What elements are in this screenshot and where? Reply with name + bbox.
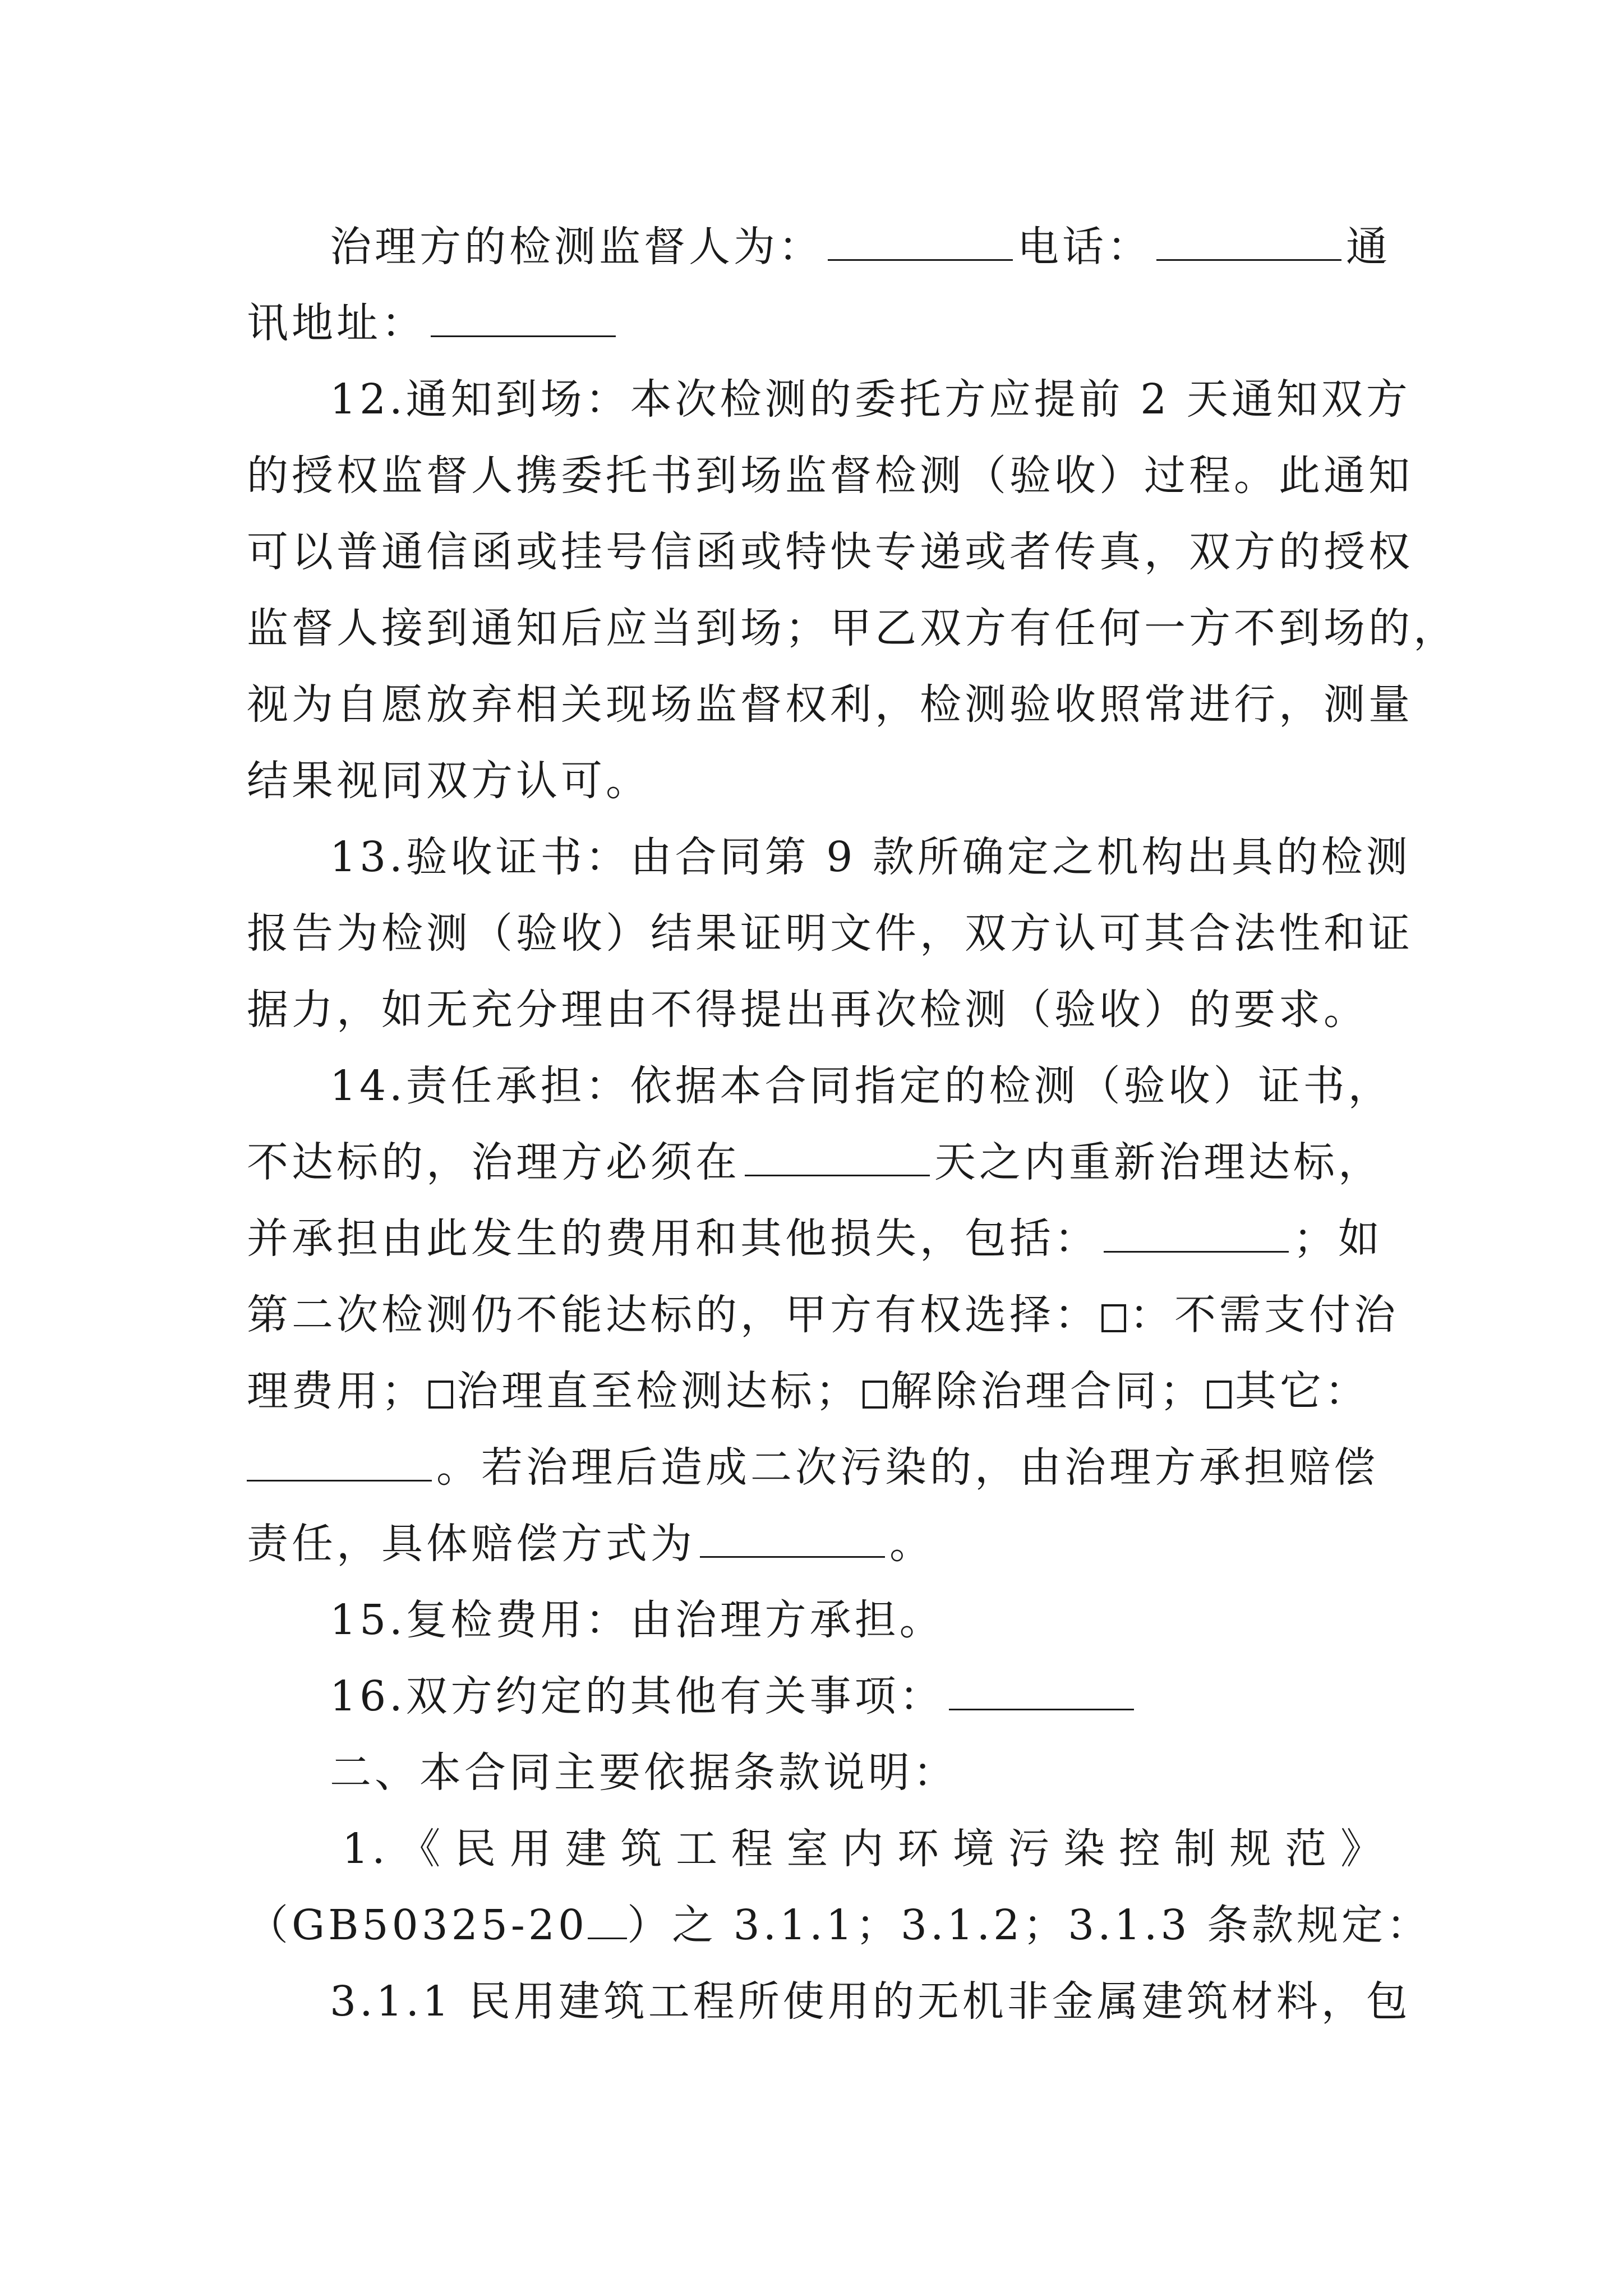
fill-blank	[745, 1141, 930, 1176]
text-line	[247, 1811, 1385, 1887]
line-text: 解除治理合同；	[891, 1367, 1205, 1415]
line-text: （GB50325-20	[247, 1901, 588, 1949]
text-line	[247, 361, 1411, 438]
fill-blank	[949, 1675, 1134, 1710]
text-line	[247, 1734, 1385, 1811]
text-line	[247, 1429, 1385, 1506]
text-line	[247, 1200, 1385, 1277]
line-text: 16.双方约定的其他有关事项：	[330, 1672, 944, 1720]
line-text: 的授权监督人携委托书到场监督检测（验收）过程。此通知	[247, 452, 1413, 500]
text-line	[247, 438, 1413, 514]
text-line	[247, 666, 1413, 743]
line-text: 监督人接到通知后应当到场；甲乙双方有任何一方不到场的，	[247, 604, 1458, 652]
line-text: 3.1.1 民用建筑工程所使用的无机非金属建筑材料，包	[330, 1977, 1411, 2026]
line-text: 通	[1346, 223, 1391, 271]
line-text: 理费用；	[247, 1367, 426, 1415]
checkbox-icon[interactable]	[428, 1381, 453, 1409]
line-text: 电话：	[1017, 223, 1152, 271]
line-text: ；如	[1293, 1214, 1383, 1263]
line-text: 责任，具体赔偿方式为	[247, 1520, 695, 1568]
text-line	[247, 1124, 1385, 1200]
text-line	[247, 1048, 1393, 1124]
text-line	[247, 743, 1385, 819]
text-line	[247, 972, 1385, 1048]
fill-blank	[700, 1522, 885, 1558]
line-text: 讯地址：	[247, 299, 426, 347]
line-text: 治理方的检测监督人为：	[330, 223, 823, 271]
text-line	[247, 895, 1413, 972]
fill-blank	[247, 1446, 432, 1481]
contract-text	[247, 209, 1458, 2040]
line-text: 。	[889, 1520, 934, 1568]
text-line	[247, 1887, 1431, 1963]
line-text: 不达标的，治理方必须在	[247, 1138, 740, 1186]
line-text: 视为自愿放弃相关现场监督权利，检测验收照常进行，测量	[247, 680, 1413, 729]
text-line	[247, 1353, 1385, 1429]
text-line	[247, 209, 1391, 285]
checkbox-icon[interactable]	[1101, 1304, 1126, 1332]
line-text: 13.验收证书：由合同第 9 款所确定之机构出具的检测	[330, 833, 1411, 881]
text-line	[247, 1658, 1385, 1734]
line-text: 其它：	[1235, 1367, 1370, 1415]
line-text: 15.复检费用：由治理方承担。	[330, 1596, 944, 1644]
text-line	[247, 1582, 1385, 1658]
line-text: 1.《民用建筑工程室内环境污染控制规范》	[342, 1825, 1385, 1873]
text-line	[247, 590, 1458, 666]
text-line	[247, 514, 1413, 590]
line-text: 可以普通信函或挂号信函或特快专递或者传真，双方的授权	[247, 528, 1413, 576]
line-text: 结果视同双方认可。	[247, 757, 651, 805]
line-text: 报告为检测（验收）结果证明文件，双方认可其合法性和证	[247, 909, 1413, 958]
text-line	[247, 1963, 1411, 2040]
line-text: 治理直至检测达标；	[457, 1367, 860, 1415]
text-line	[247, 819, 1411, 895]
line-text: ）之 3.1.1；3.1.2；3.1.3 条款规定：	[627, 1901, 1431, 1949]
fill-blank	[431, 302, 616, 337]
fill-blank	[1156, 226, 1341, 261]
line-text: 天之内重新治理达标，	[934, 1138, 1383, 1186]
text-line	[247, 285, 1385, 361]
line-text: 第二次检测仍不能达标的，甲方有权选择：	[247, 1291, 1099, 1339]
text-line	[247, 1506, 1385, 1582]
line-text: 据力，如无充分理由不得提出再次检测（验收）的要求。	[247, 986, 1368, 1034]
fill-blank	[588, 1904, 627, 1939]
line-text: 14.责任承担：依据本合同指定的检测（验收）证书，	[330, 1062, 1393, 1110]
checkbox-icon[interactable]	[1207, 1381, 1232, 1409]
fill-blank	[1104, 1217, 1289, 1253]
fill-blank	[828, 226, 1013, 261]
checkbox-icon[interactable]	[863, 1381, 887, 1409]
text-line	[247, 1277, 1399, 1353]
line-text: 。若治理后造成二次污染的，由治理方承担赔偿	[436, 1443, 1378, 1492]
line-text: ：不需支付治	[1129, 1291, 1399, 1339]
line-text: 二、本合同主要依据条款说明：	[330, 1749, 958, 1797]
line-text: 并承担由此发生的费用和其他损失，包括：	[247, 1214, 1099, 1263]
line-text: 12.通知到场：本次检测的委托方应提前 2 天通知双方	[330, 375, 1411, 424]
